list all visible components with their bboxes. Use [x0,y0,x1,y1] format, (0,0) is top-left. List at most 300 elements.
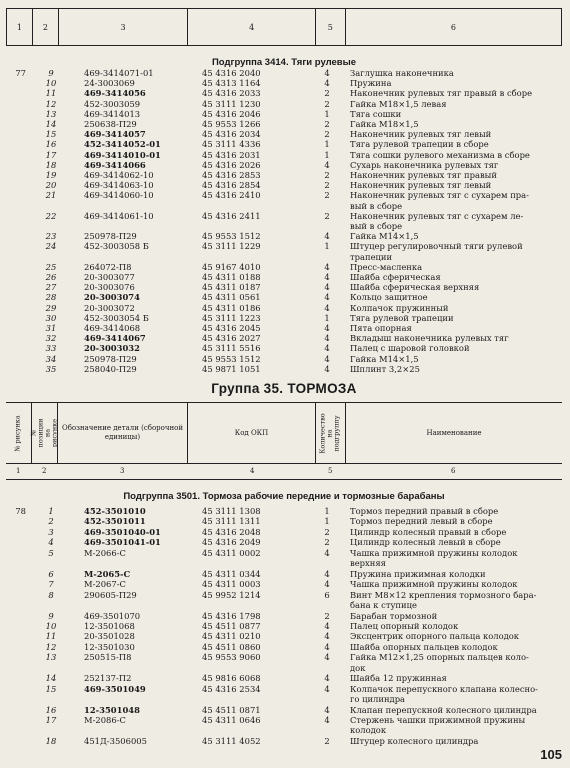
quantity: 2 [324,119,330,129]
okp-code: 45 4316 2045 [202,323,261,333]
part-name: Штуцер колесного цилиндра [350,735,479,746]
table-row [0,725,570,735]
part-name: Чашка прижимной пружины колодок [350,579,518,590]
table-row [0,548,570,558]
okp-code: 45 4316 1798 [202,610,261,621]
catalog-number: 250515-П8 [84,652,132,663]
okp-code: 45 3111 1311 [202,516,261,527]
table-row [0,705,570,715]
table-row [0,537,570,547]
part-name: Наконечник рулевых тяг левый [350,180,492,191]
table-row [0,211,570,221]
header-col-1: 1 [7,9,33,45]
position-number: 27 [45,282,57,293]
table-row [0,170,570,180]
part-name: Тяга рулевой трапеции [350,312,454,323]
table-row [0,579,570,589]
quantity: 4 [324,68,330,78]
position-number: 33 [45,343,57,354]
part-name: верхняя [350,558,386,569]
okp-code: 45 3111 1230 [202,98,261,109]
okp-code: 45 3111 1308 [202,506,261,516]
table-row [0,78,570,88]
part-name: Колпачок пружинный [350,302,449,313]
okp-code: 45 4311 0003 [202,579,261,590]
quantity: 4 [324,159,330,170]
okp-code: 45 9553 1512 [202,231,261,242]
part-name: Тормоз передний левый в сборе [350,516,493,527]
header-qty [316,403,346,463]
catalog-number: 469-3414062-10 [84,170,154,180]
position-number: 8 [48,589,54,600]
header-pos-no-text: № позиции на рисунке [29,418,59,448]
header-okp: Код ОКП [188,403,316,463]
catalog-number: 258040-П29 [84,363,137,374]
position-number: 26 [45,272,57,282]
position-number: 11 [45,88,57,99]
quantity: 2 [324,610,330,621]
quantity: 2 [324,180,330,191]
position-number: 23 [45,231,57,242]
catalog-number: 20-3003074 [84,292,140,303]
okp-code: 45 9553 1512 [202,353,261,364]
position-number: 10 [45,620,57,631]
part-name: Тормоз передний правый в сборе [350,506,499,516]
quantity: 4 [324,547,330,558]
quantity: 4 [324,333,330,344]
part-name: Цилиндр колесный правый в сборе [350,526,507,537]
okp-code: 45 4316 2534 [202,683,261,694]
part-name: Эксцентрик опорного пальца колодок [350,631,520,642]
quantity: 4 [324,715,330,725]
catalog-number: 250978-П29 [84,353,137,364]
catalog-number: 264072-П8 [84,261,132,272]
okp-code: 45 4316 2048 [202,526,261,537]
quantity: 1 [324,139,330,150]
table-row [0,354,570,364]
quantity: 1 [324,506,330,516]
table-row [0,558,570,568]
table-row [0,221,570,231]
part-name: Тяга сошки рулевого механизма в сборе [350,149,530,160]
catalog-number: 469-3414068 [84,323,141,333]
position-number: 18 [45,735,57,746]
part-name: колодок [350,725,387,736]
position-number: 29 [45,302,57,313]
position-number: 10 [45,78,57,89]
okp-code: 45 4311 0210 [202,631,261,642]
quantity: 1 [324,241,330,252]
part-name: Наконечник рулевых тяг правый [350,170,497,180]
header-num-2: 2 [42,467,47,475]
table-row [0,631,570,641]
quantity: 4 [324,568,330,579]
header-num-3: 3 [120,467,125,475]
table-row [0,663,570,673]
okp-code: 45 4511 0860 [202,641,261,652]
header-numbers-row [6,463,562,481]
quantity: 2 [324,88,330,99]
catalog-number: 452-3414052-01 [84,139,161,150]
quantity: 2 [324,98,330,109]
table-row [0,611,570,621]
catalog-number: 20-3003077 [84,272,135,282]
part-name: Наконечник рулевых тяг правый в сборе [350,88,533,99]
part-name: Шайба сферическая [350,272,441,282]
table-row [0,736,570,746]
header-pos-no [29,403,59,463]
header-num-5: 5 [328,467,333,475]
table-row [0,119,570,129]
table-row [0,333,570,343]
part-name: Палец с шаровой головкой [350,343,470,354]
quantity: 2 [324,735,330,746]
position-number: 16 [45,704,57,715]
subgroup-title-3501: Подгруппа 3501. Тормоза рабочие передние и тормозные барабаны [123,491,445,502]
table-row [0,673,570,683]
catalog-number: 20-3003076 [84,282,135,293]
okp-code: 45 4316 2853 [202,170,261,180]
catalog-number: 469-3414013 [84,108,141,119]
part-name: Цилиндр колесный левый в сборе [350,537,501,548]
part-name: Тяга сошки [350,108,402,119]
table-row [0,684,570,694]
catalog-number: 252137-П2 [84,673,132,684]
table-row [0,621,570,631]
part-name: Гайка М18×1,5 [350,119,419,129]
table-row [0,323,570,333]
header-col-3: 3 [59,9,189,45]
quantity: 4 [324,704,330,715]
okp-code: 45 9816 6068 [202,673,261,684]
table-row [0,68,570,78]
part-name: Вкладыш наконечника рулевых тяг [350,333,509,344]
position-number: 5 [48,547,54,558]
catalog-number: 469-3414056 [84,88,146,99]
part-name: Шайба 12 пружинная [350,673,447,684]
quantity: 2 [324,210,330,221]
catalog-number: 469-3414063-10 [84,180,154,191]
position-number: 16 [45,139,57,150]
okp-code: 45 9871 1051 [202,363,261,374]
catalog-number: 250978-П29 [84,231,137,242]
okp-code: 45 3111 1229 [202,241,261,252]
okp-code: 45 4311 0188 [202,272,261,282]
position-number: 34 [45,353,57,364]
okp-code: 45 4316 2026 [202,159,261,170]
okp-code: 45 4316 2034 [202,129,261,140]
quantity: 1 [324,108,330,119]
position-number: 9 [48,610,54,621]
quantity: 4 [324,231,330,242]
table-row [0,272,570,282]
quantity: 4 [324,353,330,364]
quantity: 4 [324,282,330,293]
catalog-number: 12-3501068 [84,620,135,631]
okp-code: 45 4311 0187 [202,282,261,293]
header-designation: Обозначение детали (сборочной единицы) [58,403,188,463]
okp-code: 45 4311 0344 [202,568,261,579]
okp-code: 45 3111 5516 [202,343,261,354]
quantity: 4 [324,302,330,313]
table-row [0,364,570,374]
header-num-1: 1 [16,467,21,475]
table-row [0,590,570,600]
okp-code: 45 4313 1164 [202,78,261,89]
part-name: вый в сборе [350,221,403,231]
quantity: 4 [324,292,330,303]
okp-code: 45 4511 0871 [202,704,261,715]
part-name: Винт М8×12 крепления тормозного бара- [350,589,537,600]
part-name: Гайка М18×1,5 левая [350,98,447,109]
table-row [0,715,570,725]
position-number: 14 [45,119,57,129]
part-name: Пресс-масленка [350,261,423,272]
position-number: 4 [48,537,54,548]
header-col-4: 4 [188,9,316,45]
okp-code: 45 9553 9060 [202,652,261,663]
okp-code: 45 9553 1266 [202,119,261,129]
table-row [0,139,570,149]
table-row [0,150,570,160]
table-row [0,694,570,704]
catalog-number: М-2086-С [84,715,126,725]
position-number: 24 [45,241,57,252]
part-name: Клапан перепускной колесного цилиндра [350,704,537,715]
header-col-5: 5 [316,9,346,45]
header-fig-no-text: № рисунка [14,414,23,452]
position-number: 15 [45,683,57,694]
quantity: 4 [324,579,330,590]
part-name: док [350,662,366,673]
okp-code: 45 4311 0561 [202,292,261,303]
page-number: 105 [540,747,562,762]
catalog-number: 469-3414066 [84,159,146,170]
catalog-number: 469-3501049 [84,683,146,694]
part-name: Пружина прижимная колодки [350,568,486,579]
catalog-number: 12-3501030 [84,641,135,652]
quantity: 4 [324,272,330,282]
header-num-6: 6 [451,467,456,475]
part-name: Заглушка наконечника [350,68,454,78]
header-fig-no [6,403,32,463]
table-row [0,652,570,662]
part-name: Тяга рулевой трапеции в сборе [350,139,489,150]
part-name: трапеции [350,251,393,262]
part-name: го цилиндра [350,694,406,705]
catalog-number: 452-3003054 Б [84,312,149,323]
okp-code: 45 4316 2411 [202,210,261,221]
table-row [0,262,570,272]
part-name: Шайба сферическая верхняя [350,282,480,293]
position-number: 25 [45,261,57,272]
part-name: Колпачок перепускного клапана колесно- [350,683,538,694]
quantity: 4 [324,620,330,631]
catalog-number: 20-3003032 [84,343,140,354]
table-row [0,506,570,516]
okp-code: 45 4311 0186 [202,302,261,313]
quantity: 4 [324,261,330,272]
part-name: Наконечник рулевых тяг левый [350,129,492,140]
table-row [0,282,570,292]
okp-code: 45 4316 2410 [202,190,261,201]
position-number: 21 [45,190,57,201]
header-num-4: 4 [250,467,255,475]
table-row [0,303,570,313]
position-number: 17 [45,715,57,725]
catalog-number: 290605-П29 [84,589,137,600]
table-row [0,642,570,652]
quantity: 2 [324,190,330,201]
catalog-number: 469-3414061-10 [84,210,154,221]
part-name: бана к ступице [350,600,417,611]
catalog-number: 469-3501040-01 [84,526,161,537]
okp-code: 45 3111 1223 [202,312,261,323]
quantity: 4 [324,78,330,89]
catalog-number: 20-3501028 [84,631,135,642]
position-number: 13 [45,108,57,119]
header-col-6: 6 [450,22,456,32]
part-name: Штуцер регулировочный тяги рулевой [350,241,523,252]
position-number: 9 [48,68,54,78]
table-header [6,8,562,46]
quantity: 1 [324,149,330,160]
okp-code: 45 4316 2046 [202,108,261,119]
position-number: 19 [45,170,57,180]
figure-number: 78 [15,506,26,516]
part-name: Пята опорная [350,323,412,333]
quantity: 4 [324,343,330,354]
group-title-35: Группа 35. ТОРМОЗА [211,381,357,396]
part-name: Гайка М14×1,5 [350,231,419,242]
table-row [0,343,570,353]
catalog-number: 250638-П29 [84,119,137,129]
okp-code: 45 4316 2031 [202,149,261,160]
part-name: Наконечник рулевых тяг с сухарем пра- [350,190,529,201]
position-number: 32 [45,333,57,344]
position-number: 18 [45,159,57,170]
position-number: 3 [48,526,54,537]
okp-code: 45 3111 4052 [202,735,261,746]
catalog-number: 469-3414057 [84,129,146,140]
okp-code: 45 4316 2033 [202,88,261,99]
part-name: Чашка прижимной пружины колодок [350,547,518,558]
catalog-number: 469-3414071-01 [84,68,154,78]
part-name: Кольцо защитное [350,292,428,303]
okp-code: 45 4311 0646 [202,715,261,725]
position-number: 17 [45,149,57,160]
okp-code: 45 4311 0002 [202,547,261,558]
position-number: 30 [45,312,57,323]
catalog-number: 469-3414010-01 [84,149,161,160]
quantity: 4 [324,673,330,684]
header-qty-text: Количество на подгруппу [319,412,342,454]
okp-code: 45 4316 2027 [202,333,261,344]
catalog-number: 24-3003069 [84,78,135,89]
table-row [0,190,570,200]
quantity: 4 [324,631,330,642]
catalog-number: 452-3003059 [84,98,141,109]
table-row [0,109,570,119]
part-name: Пружина [350,78,392,89]
position-number: 1 [48,506,54,516]
part-name: Шплинт 3,2×25 [350,363,420,374]
catalog-number: 452-3501011 [84,516,146,527]
catalog-number: 469-3501070 [84,610,141,621]
quantity: 4 [324,683,330,694]
header-name: Наименование [426,428,482,437]
quantity: 4 [324,652,330,663]
okp-code: 45 4511 0877 [202,620,261,631]
okp-code: 45 9952 1214 [202,589,261,600]
quantity: 2 [324,129,330,140]
position-number: 14 [45,673,57,684]
position-number: 11 [45,631,57,642]
part-name: Барабан тормозной [350,610,438,621]
table-row [0,313,570,323]
quantity: 2 [324,170,330,180]
quantity: 4 [324,641,330,652]
table-row [0,569,570,579]
table-row [0,241,570,251]
position-number: 12 [45,641,57,652]
catalog-number: 452-3003058 Б [84,241,149,252]
position-number: 7 [48,579,54,590]
part-name: Сухарь наконечника рулевых тяг [350,159,499,170]
catalog-number: 469-3414060-10 [84,190,154,201]
table-row [0,527,570,537]
position-number: 20 [45,180,57,191]
catalog-number: 20-3003072 [84,302,135,313]
catalog-number: М-2066-С [84,547,126,558]
quantity: 2 [324,526,330,537]
table-row [0,88,570,98]
part-name: Палец опорный колодок [350,620,459,631]
catalog-number: 469-3501041-01 [84,537,161,548]
position-number: 6 [48,568,54,579]
position-number: 22 [45,210,57,221]
table-row [0,129,570,139]
quantity: 2 [324,537,330,548]
header-col-2: 2 [33,9,59,45]
table-row [0,180,570,190]
part-name: Шайба опорных пальцев колодок [350,641,498,652]
catalog-number: 452-3501010 [84,506,146,516]
quantity: 4 [324,363,330,374]
catalog-number: 451Д-3506005 [84,735,147,746]
table-row [0,99,570,109]
part-name: Наконечник рулевых тяг с сухарем ле- [350,210,524,221]
table-row [0,160,570,170]
position-number: 13 [45,652,57,663]
position-number: 15 [45,129,57,140]
okp-code: 45 4316 2040 [202,68,261,78]
catalog-number: 12-3501048 [84,704,140,715]
table-row [0,252,570,262]
quantity: 6 [324,589,330,600]
quantity: 1 [324,516,330,527]
catalog-number: М-2067-С [84,579,126,590]
position-number: 35 [45,363,57,374]
part-name: вый в сборе [350,200,403,211]
part-name: Гайка М14×1,5 [350,353,419,364]
position-number: 12 [45,98,57,109]
catalog-number: М-2065-С [84,568,131,579]
table-row [0,600,570,610]
catalog-number: 469-3414067 [84,333,146,344]
quantity: 4 [324,323,330,333]
okp-code: 45 4316 2049 [202,537,261,548]
